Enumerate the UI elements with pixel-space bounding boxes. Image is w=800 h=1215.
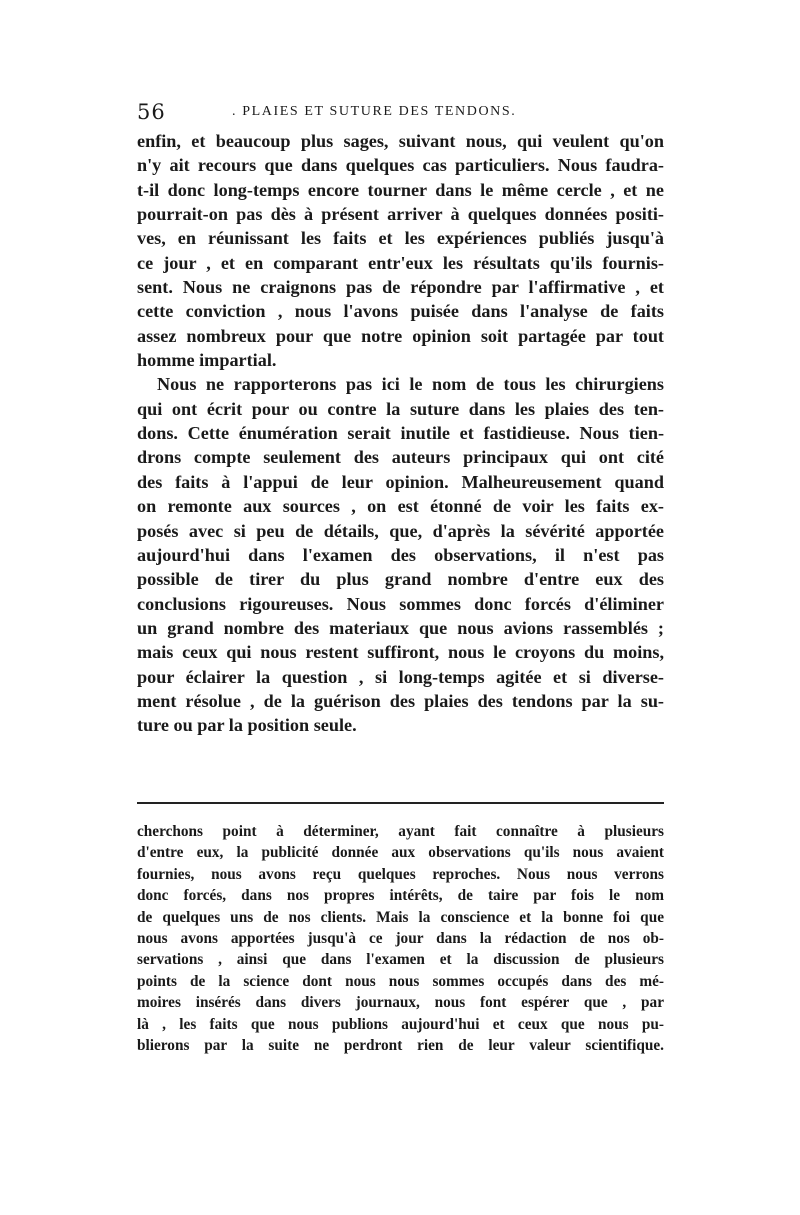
- main-text: [137, 129, 664, 738]
- text-line: homme impartial.: [137, 350, 277, 371]
- text-line: on remonte aux sources , on est étonné de voir les faits ex-: [137, 496, 664, 517]
- footnote-line: servations , ainsi que dans l'examen et la discussion de plusieurs: [137, 951, 664, 969]
- text-line: assez nombreux pour que notre opinion soit partagée par tout: [137, 325, 664, 346]
- text-line: posés avec si peu de détails, que, d'après la sévérité apportée: [137, 520, 664, 541]
- text-line: possible de tirer du plus grand nombre d'entre eux des: [137, 569, 664, 590]
- text-line: cette conviction , nous l'avons puisée dans l'analyse de faits: [137, 301, 664, 322]
- text-line: n'y ait recours que dans quelques cas particuliers. Nous faudra-: [137, 155, 664, 176]
- page-number: 56: [137, 100, 166, 124]
- footnote-divider: [137, 802, 664, 804]
- text-line: sent. Nous ne craignons pas de répondre par l'affirmative , et: [137, 277, 664, 298]
- text-line: t-il donc long-temps encore tourner dans le même cercle , et ne: [137, 179, 664, 200]
- text-line: drons compte seulement des auteurs principaux qui ont cité: [137, 447, 664, 468]
- text-line: ture ou par la position seule.: [137, 715, 357, 736]
- text-line: ves, en réunissant les faits et les expériences publiés jusqu'à: [137, 228, 664, 249]
- text-line: aujourd'hui dans l'examen des observations, il n'est pas: [137, 544, 664, 565]
- text-line: ce jour , et en comparant entr'eux les résultats qu'ils fournis-: [137, 252, 664, 273]
- footnote-line: cherchons point à déterminer, ayant fait connaître à plusieurs: [137, 823, 664, 840]
- text-line: conclusions rigoureuses. Nous sommes donc forcés d'éliminer: [137, 593, 664, 614]
- footnote-line: fournies, nous avons reçu quelques reproches. Nous nous verrons: [137, 865, 664, 883]
- text-line: mais ceux qui nous restent suffiront, nous le croyons du moins,: [137, 642, 664, 663]
- text-line: des faits à l'appui de leur opinion. Malheureusement quand: [137, 471, 664, 492]
- footnote-line: là , les faits que nous publions aujourd'hui et ceux que nous pu-: [137, 1015, 664, 1033]
- text-line: un grand nombre des materiaux que nous avions rassemblés ;: [137, 617, 664, 638]
- text-line: Nous ne rapporterons pas ici le nom de tous les chirurgiens: [157, 374, 664, 395]
- footnote-line: moires insérés dans divers journaux, nous font espérer que , par: [137, 994, 664, 1012]
- running-head: [137, 100, 664, 128]
- text-line: qui ont écrit pour ou contre la suture dans les plaies des ten-: [137, 398, 664, 419]
- footnote-line: donc forcés, dans nos propres intérêts, de taire par fois le nom: [137, 887, 664, 905]
- footnote-line: nous avons apportées jusqu'à ce jour dans la rédaction de nos ob-: [137, 929, 664, 947]
- footnote-line: points de la science dont nous nous sommes occupés dans des mé-: [137, 972, 664, 990]
- footnote: [137, 821, 664, 1056]
- text-line: ment résolue , de la guérison des plaies des tendons par la su-: [137, 690, 664, 711]
- text-line: pour éclairer la question , si long-temps agitée et si diverse-: [137, 666, 664, 687]
- footnote-line: d'entre eux, la publicité donnée aux observations qu'ils nous avaient: [137, 844, 664, 862]
- text-line: enfin, et beaucoup plus sages, suivant nous, qui veulent qu'on: [137, 131, 664, 151]
- footnote-line: blierons par la suite ne perdront rien de leur valeur scientifique.: [137, 1036, 664, 1054]
- running-title: . PLAIES ET SUTURE DES TENDONS.: [232, 104, 517, 119]
- text-line: pourrait-on pas dès à présent arriver à quelques données positi-: [137, 204, 664, 225]
- footnote-line: de quelques uns de nos clients. Mais la conscience et la bonne foi que: [137, 908, 664, 926]
- text-line: dons. Cette énumération serait inutile et fastidieuse. Nous tien-: [137, 423, 664, 444]
